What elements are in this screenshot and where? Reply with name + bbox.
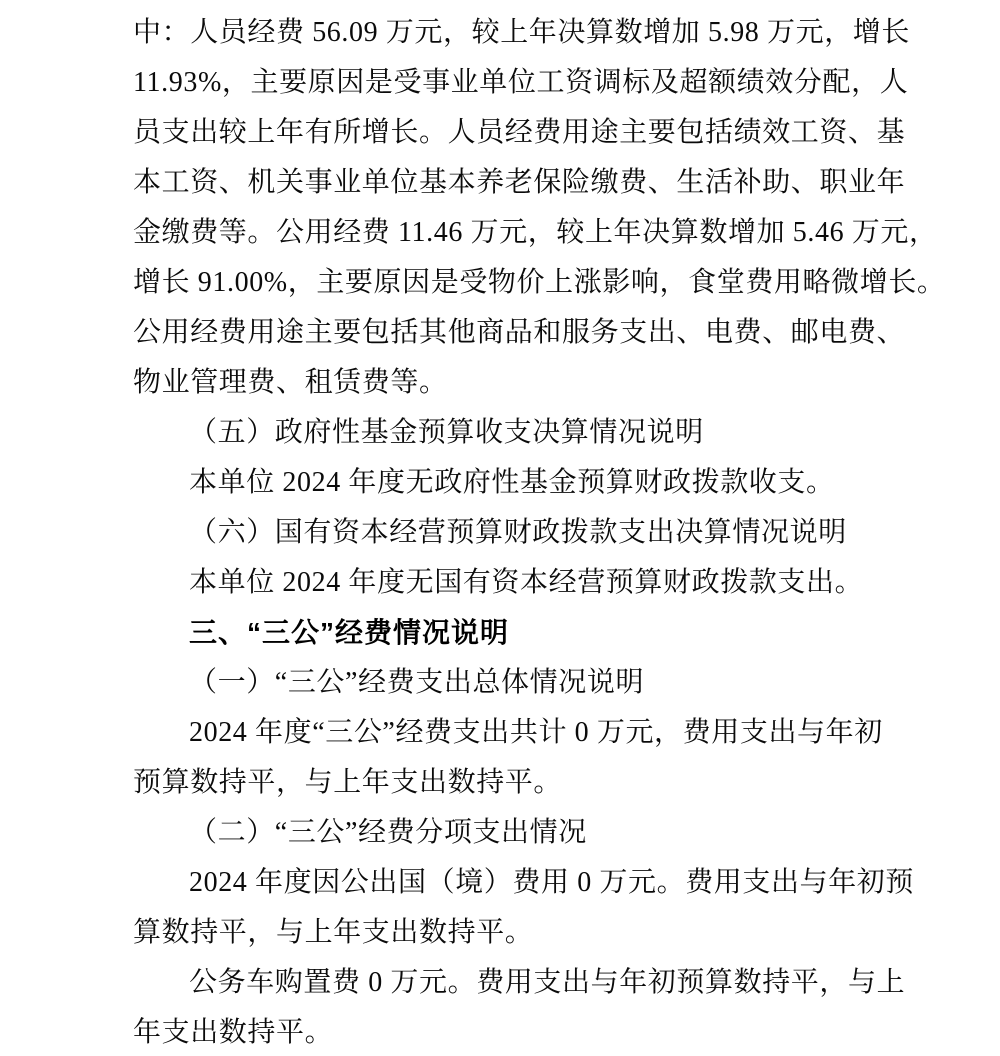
text-line: 算数持平，与上年支出数持平。 [133,917,534,948]
text-line: 中：人员经费 56.09 万元，较上年决算数增加 5.98 万元，增长 [133,17,911,48]
text-line: 增长 91.00%，主要原因是受物价上涨影响，食堂费用略微增长。 [133,267,946,298]
text-line: 公用经费用途主要包括其他商品和服务支出、电费、邮电费、 [133,317,906,348]
text-line: 2024 年度因公出国（境）费用 0 万元。费用支出与年初预 [189,867,915,898]
text-line: 本工资、机关事业单位基本养老保险缴费、生活补助、职业年 [133,167,906,198]
text-line: （五）政府性基金预算收支决算情况说明 [189,417,704,448]
text-line: 预算数持平，与上年支出数持平。 [133,767,563,798]
section-heading: 三、“三公”经费情况说明 [189,617,510,648]
text-line: 年支出数持平。 [133,1017,334,1048]
text-line: 员支出较上年有所增长。人员经费用途主要包括绩效工资、基 [133,117,906,148]
text-line: 金缴费等。公用经费 11.46 万元，较上年决算数增加 5.46 万元， [133,217,938,248]
text-line: 物业管理费、租赁费等。 [133,367,448,398]
text-line: （六）国有资本经营预算财政拨款支出决算情况说明 [189,517,847,548]
text-line: （一）“三公”经费支出总体情况说明 [189,667,645,698]
document-body [133,8,946,1056]
text-line: 本单位 2024 年度无政府性基金预算财政拨款收支。 [189,467,835,498]
text-line: 公务车购置费 0 万元。费用支出与年初预算数持平，与上 [189,967,906,998]
text-line: 2024 年度“三公”经费支出共计 0 万元，费用支出与年初 [189,717,883,748]
text-line: 本单位 2024 年度无国有资本经营预算财政拨款支出。 [189,567,864,598]
text-line: （二）“三公”经费分项支出情况 [189,817,587,848]
text-line: 11.93%，主要原因是受事业单位工资调标及超额绩效分配，人 [133,67,909,98]
